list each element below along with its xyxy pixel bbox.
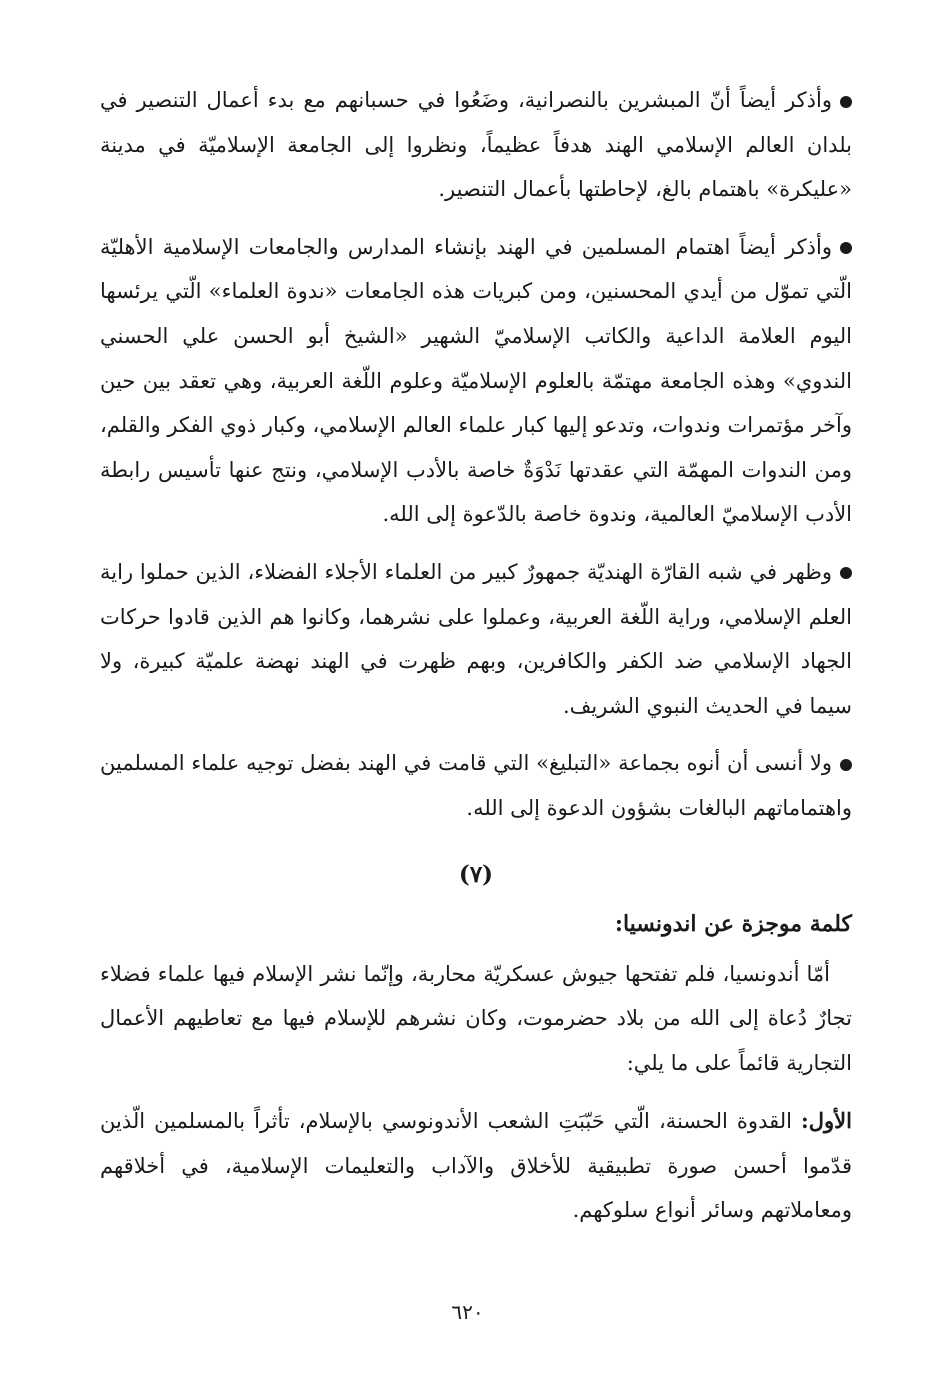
- bullet-icon: [840, 567, 852, 579]
- bullet-paragraph-universities: [100, 225, 852, 537]
- first-point-text: القدوة الحسنة، الّتي حَبّبَتِ الشعب الأندونوسي بالإسلام، تأثراً بالمسلمين الّذين قدّموا أحسن صورة تطبيقية للأخلاق والآداب والتعليمات الإسلامية، في أخلاقهم ومعاملاتهم وسائر أنواع سلوكهم.: [100, 1109, 852, 1223]
- first-point-label: الأول:: [801, 1108, 852, 1134]
- page-number: ٦٢٠: [451, 1300, 484, 1324]
- intro-paragraph: أمّا أندونسيا، فلم تفتحها جيوش عسكريّة محاربة، وإنّما نشر الإسلام فيها علماء فضلاء تجارٌ دُعاة إلى الله من بلاد حضرموت، وكان نشرهم للإسلام فيها مع تعاطيهم الأعمال التجارية قائماً على ما يلي:: [100, 961, 852, 1075]
- paragraph-text: ولا أنسى أن أنوه بجماعة «التبليغ» التي قامت في الهند بفضل توجيه علماء المسلمين واهتماماتهم البالغات بشؤون الدعوة إلى الله.: [100, 751, 852, 820]
- paragraph-text: وظهر في شبه القارّة الهنديّة جمهورٌ كبير من العلماء الأجلاء الفضلاء، الذين حملوا راية العلم الإسلامي، وراية اللّغة العربية، وعملوا على نشرهما، وكانوا هم الذين قادوا حركات الجهاد الإسلامي ضد الكفر والكافرين، وبهم ظهرت في الهند نهضة علميّة كبيرة، ولا سيما في الحديث النبوي الشريف.: [100, 559, 852, 718]
- section-number: (٧): [458, 860, 494, 888]
- bullet-icon: [840, 759, 852, 771]
- bullet-icon: [840, 96, 852, 108]
- bullet-paragraph-missionaries: [100, 78, 852, 212]
- first-point-paragraph: [100, 1099, 852, 1233]
- bullet-paragraph-scholars: [100, 550, 852, 728]
- bullet-paragraph-tabligh: [100, 741, 852, 830]
- section-heading: كلمة موجزة عن اندونسيا:: [614, 910, 852, 937]
- page-content: [100, 78, 852, 1233]
- bullet-icon: [840, 242, 852, 254]
- paragraph-text: وأذكر أيضاً اهتمام المسلمين في الهند بإنشاء المدارس والجامعات الإسلامية الأهليّة الّتي تموّل من أيدي المحسنين، ومن كبريات هذه الجامعات «ندوة العلماء» الّتي يرئسها اليوم العلامة الداعية والكاتب الإسلاميّ الشهير «الشيخ أبو الحسن علي الحسني الندوي» وهذه الجامعة مهتمّة بالعلوم الإسلاميّة وعلوم اللّغة العربية، وهي تعقد بين حين وآخر مؤتمرات وندوات، وتدعو إليها كبار علماء العالم الإسلامي، وكبار ذوي الفكر والقلم، ومن الندوات المهمّة التي عقدتها نَدْوَةٌ خاصة بالأدب الإسلامي، ونتج عنها تأسيس رابطة الأدب الإسلاميّ العالمية، وندوة خاصة بالدّعوة إلى الله.: [100, 234, 852, 527]
- paragraph-text: وأذكر أيضاً أنّ المبشرين بالنصرانية، وضَعُوا في حسبانهم مع بدء أعمال التنصير في بلدان العالم الإسلامي الهند هدفاً عظيماً، ونظروا إلى الجامعة الإسلاميّة في مدينة «عليكرة» باهتمام بالغ، لإحاطتها بأعمال التنصير.: [100, 88, 852, 202]
